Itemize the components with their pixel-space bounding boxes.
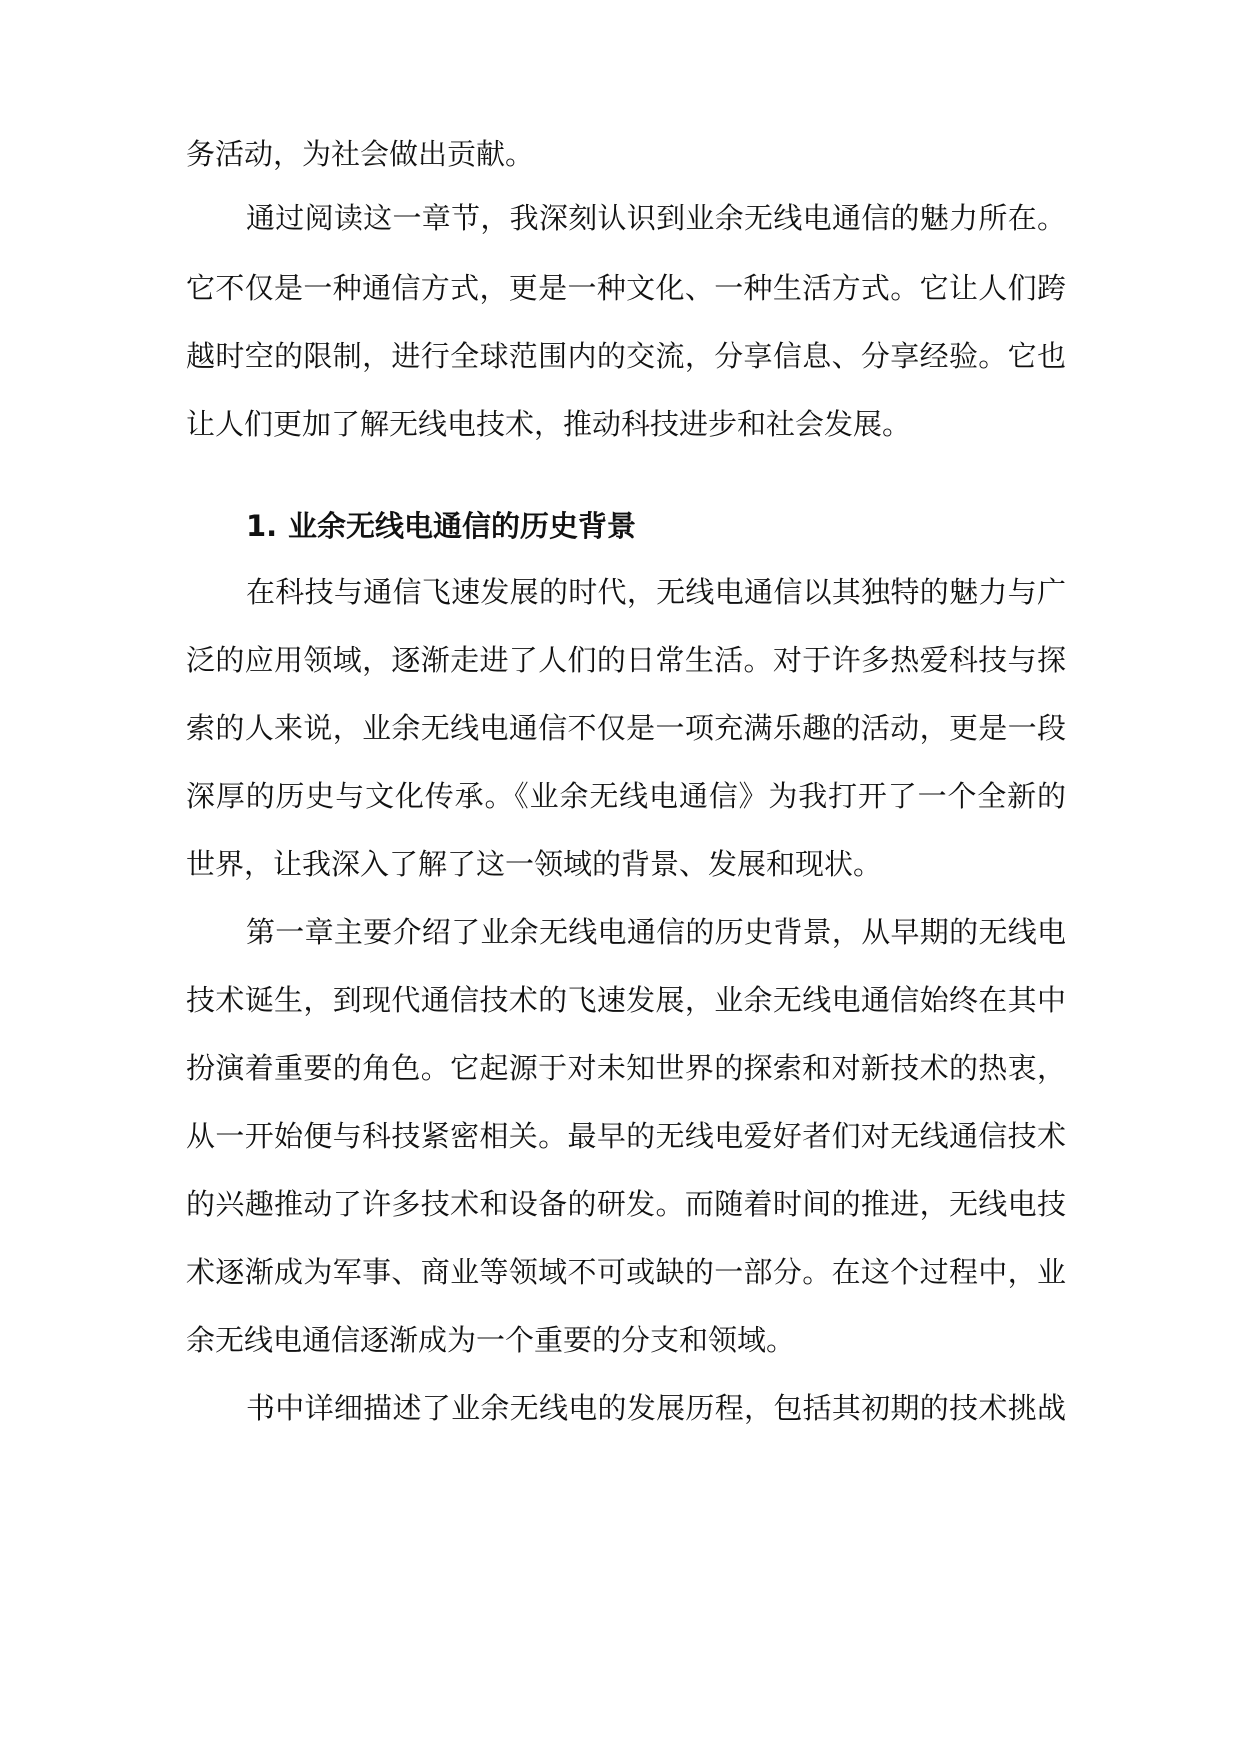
paragraph-line: 从一开始便与科技紧密相关。最早的无线电爱好者们对无线通信技术 (186, 1119, 1066, 1153)
paragraph-line: 泛的应用领域，逐渐走进了人们的日常生活。对于许多热爱科技与探 (186, 643, 1066, 677)
paragraph-line: 技术诞生，到现代通信技术的飞速发展，业余无线电通信始终在其中 (186, 983, 1066, 1017)
paragraph-line: 世界，让我深入了解了这一领域的背景、发展和现状。 (186, 847, 883, 881)
paragraph-line: 越时空的限制，进行全球范围内的交流，分享信息、分享经验。它也 (186, 339, 1066, 373)
paragraph-line: 务活动，为社会做出贡献。 (186, 137, 535, 171)
section-title: 业余无线电通信的历史背景 (288, 509, 637, 543)
section-heading (246, 508, 636, 544)
paragraph-line: 通过阅读这一章节，我深刻认识到业余无线电通信的魅力所在。 (246, 201, 1066, 235)
paragraph-line: 索的人来说，业余无线电通信不仅是一项充满乐趣的活动，更是一段 (186, 711, 1066, 745)
paragraph-line: 书中详细描述了业余无线电的发展历程，包括其初期的技术挑战 (246, 1391, 1066, 1425)
paragraph-line: 深厚的历史与文化传承。《业余无线电通信》为我打开了一个全新的 (186, 779, 1066, 813)
paragraph-line: 在科技与通信飞速发展的时代，无线电通信以其独特的魅力与广 (246, 575, 1066, 609)
paragraph-line: 让人们更加了解无线电技术，推动科技进步和社会发展。 (186, 407, 912, 441)
paragraph-line: 术逐渐成为军事、商业等领域不可或缺的一部分。在这个过程中，业 (186, 1255, 1066, 1289)
paragraph-line: 的兴趣推动了许多技术和设备的研发。而随着时间的推进，无线电技 (186, 1187, 1066, 1221)
paragraph-line: 第一章主要介绍了业余无线电通信的历史背景，从早期的无线电 (246, 915, 1066, 949)
paragraph-line: 扮演着重要的角色。它起源于对未知世界的探索和对新技术的热衷， (186, 1051, 1066, 1085)
paragraph-line: 它不仅是一种通信方式，更是一种文化、一种生活方式。它让人们跨 (186, 271, 1066, 305)
section-number: 1. (246, 509, 278, 543)
paragraph-line: 余无线电通信逐渐成为一个重要的分支和领域。 (186, 1323, 796, 1357)
